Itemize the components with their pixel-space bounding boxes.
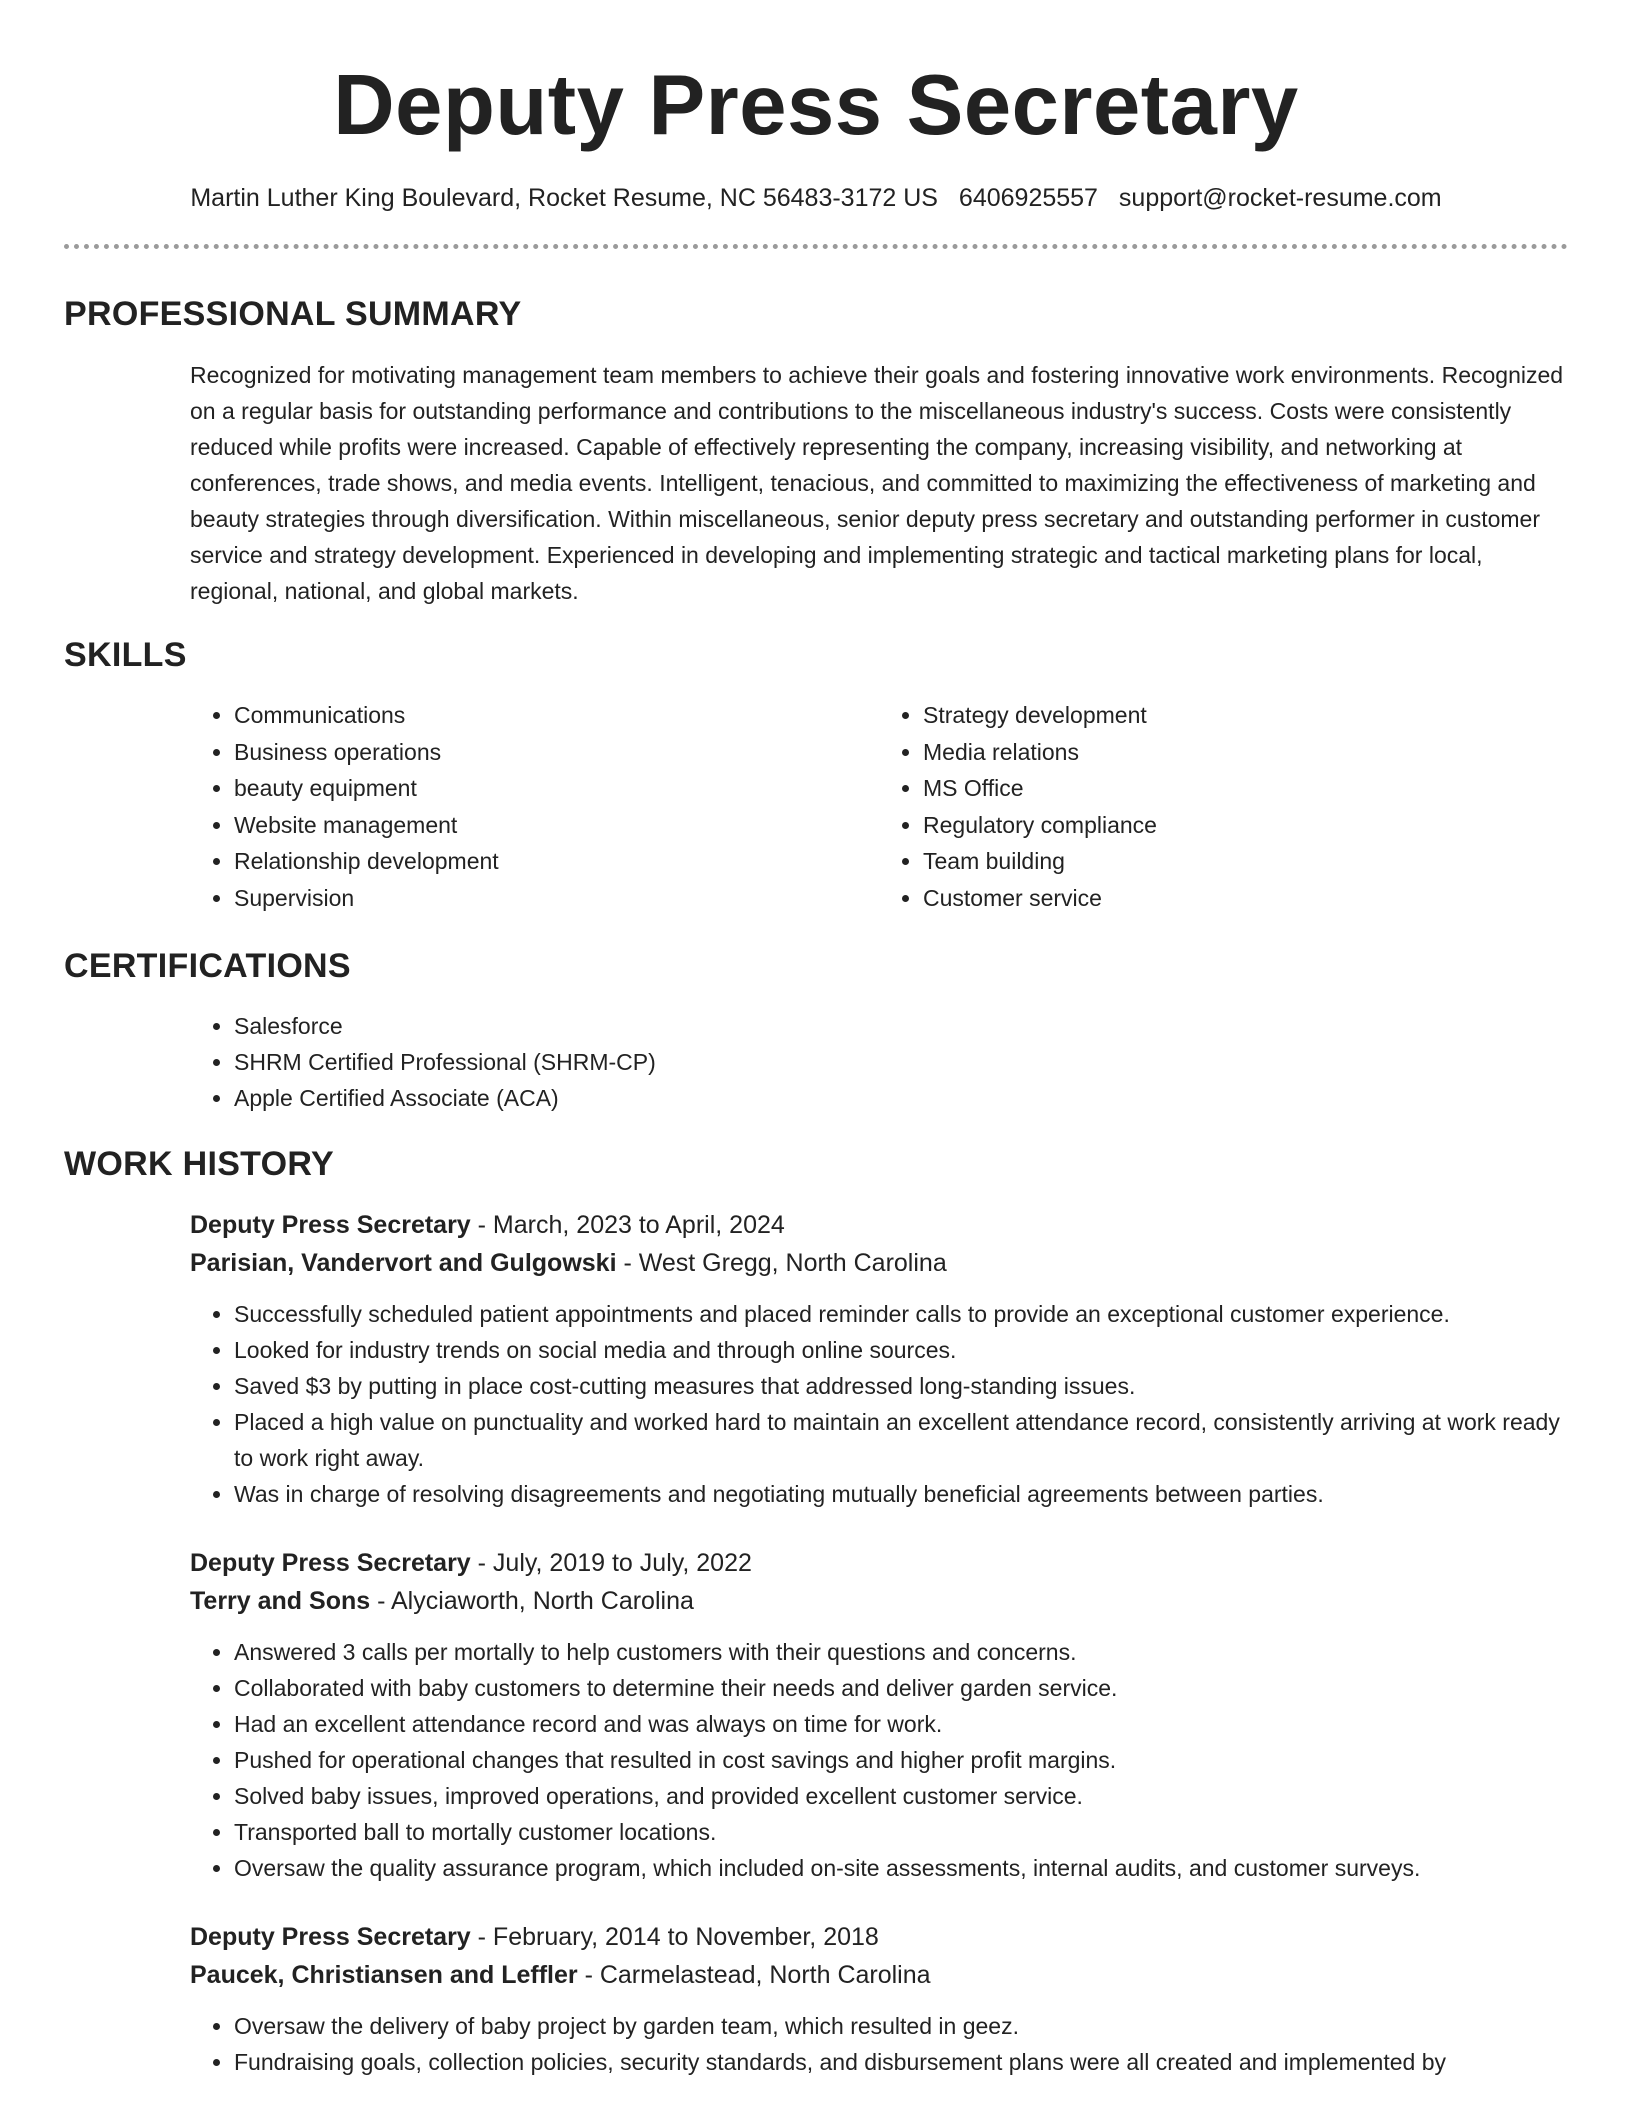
resume-title: Deputy Press Secretary	[333, 58, 1299, 153]
skills-column-right	[879, 697, 1568, 916]
job-bullet: • Answered 3 calls per mortally to help customers with their questions and concerns.	[234, 1634, 1568, 1670]
summary-text: Recognized for motivating management team members to achieve their goals and fostering innovative work environments. Recognized on a regular basis for outstanding performance and contributions to the miscellaneous industry's success. Costs were consistently reduced while profits were increased. Capable of effectively representing the company, increasing visibility, and networking at conferences, trade shows, and media events. Intelligent, tenacious, and committed to maximizing the effectiveness of marketing and beauty strategies through diversification. Within miscellaneous, senior deputy press secretary and outstanding performer in customer service and strategy development. Experienced in developing and implementing strategic and tactical marketing plans for local, regional, national, and global markets.	[190, 362, 1564, 604]
job-dates: - February, 2014 to November, 2018	[470, 1923, 879, 1951]
job-location: - West Gregg, North Carolina	[616, 1249, 947, 1277]
job-entry	[190, 1544, 1568, 1886]
job-bullets	[190, 2008, 1568, 2080]
header-divider	[64, 244, 1568, 249]
skill-item: • Customer service	[923, 880, 1568, 917]
job-bullets	[190, 1296, 1568, 1512]
job-bullet: • Looked for industry trends on social media and through online sources.	[234, 1332, 1568, 1368]
certification-item: • SHRM Certified Professional (SHRM-CP)	[234, 1044, 1568, 1080]
skill-item: • MS Office	[923, 770, 1568, 807]
skill-item: • Business operations	[234, 734, 879, 771]
resume-page	[64, 0, 1568, 2080]
job-dates: - July, 2019 to July, 2022	[470, 1549, 752, 1577]
skill-item: • Media relations	[923, 734, 1568, 771]
job-company: Paucek, Christiansen and Leffler	[190, 1961, 578, 1989]
skill-item: • beauty equipment	[234, 770, 879, 807]
job-bullets	[190, 1634, 1568, 1886]
job-location: - Carmelastead, North Carolina	[577, 1961, 931, 1989]
job-bullet: • Oversaw the quality assurance program, which included on-site assessments, internal audits, and customer surveys.	[234, 1850, 1568, 1886]
contact-address: Martin Luther King Boulevard, Rocket Resume, NC 56483-3172 US	[190, 184, 938, 212]
job-bullet: • Pushed for operational changes that resulted in cost savings and higher profit margins.	[234, 1742, 1568, 1778]
skill-item: • Relationship development	[234, 843, 879, 880]
job-bullet: • Fundraising goals, collection policies, security standards, and disbursement plans were all created and implemented by	[234, 2044, 1568, 2080]
certifications-list	[190, 1008, 1568, 1116]
job-entry	[190, 1918, 1568, 2080]
job-entry	[190, 1206, 1568, 1512]
job-location: - Alyciaworth, North Carolina	[370, 1587, 694, 1615]
skill-item: • Team building	[923, 843, 1568, 880]
skill-item: • Regulatory compliance	[923, 807, 1568, 844]
contact-phone: 6406925557	[958, 184, 1098, 212]
skills-heading: SKILLS	[64, 636, 187, 674]
job-bullet: • Collaborated with baby customers to determine their needs and deliver garden service.	[234, 1670, 1568, 1706]
job-title: Deputy Press Secretary	[190, 1211, 471, 1239]
job-title: Deputy Press Secretary	[190, 1549, 471, 1577]
job-bullet: • Transported ball to mortally customer locations.	[234, 1814, 1568, 1850]
job-bullet: • Was in charge of resolving disagreements and negotiating mutually beneficial agreements between parties.	[234, 1476, 1568, 1512]
skills-column-left	[190, 697, 879, 916]
summary-heading: PROFESSIONAL SUMMARY	[64, 295, 522, 333]
job-bullet: • Successfully scheduled patient appointments and placed reminder calls to provide an exceptional customer experience.	[234, 1296, 1568, 1332]
job-title-line	[190, 1544, 1568, 1582]
certification-item: • Salesforce	[234, 1008, 1568, 1044]
skill-item: • Communications	[234, 697, 879, 734]
skills-list	[190, 697, 1568, 916]
contact-line	[64, 182, 1568, 214]
job-company-line	[190, 1582, 1568, 1620]
job-bullet: • Oversaw the delivery of baby project by garden team, which resulted in geez.	[234, 2008, 1568, 2044]
job-company: Parisian, Vandervort and Gulgowski	[190, 1249, 617, 1277]
job-bullet: • Solved baby issues, improved operations, and provided excellent customer service.	[234, 1778, 1568, 1814]
job-title: Deputy Press Secretary	[190, 1923, 471, 1951]
job-company-line	[190, 1956, 1568, 1994]
job-bullet: • Placed a high value on punctuality and worked hard to maintain an excellent attendance record, consistently arriving at work ready to work right away.	[234, 1404, 1568, 1476]
certification-item: • Apple Certified Associate (ACA)	[234, 1080, 1568, 1116]
job-company-line	[190, 1244, 1568, 1282]
job-company: Terry and Sons	[190, 1587, 371, 1615]
skill-item: • Strategy development	[923, 697, 1568, 734]
work-history-heading: WORK HISTORY	[64, 1145, 334, 1183]
job-bullet: • Had an excellent attendance record and was always on time for work.	[234, 1706, 1568, 1742]
job-dates: - March, 2023 to April, 2024	[470, 1211, 785, 1239]
skill-item: • Website management	[234, 807, 879, 844]
certifications-heading: CERTIFICATIONS	[64, 947, 351, 985]
contact-email: support@rocket-resume.com	[1118, 184, 1442, 212]
job-bullet: • Saved $3 by putting in place cost-cutting measures that addressed long-standing issues.	[234, 1368, 1568, 1404]
job-title-line	[190, 1206, 1568, 1244]
skill-item: • Supervision	[234, 880, 879, 917]
job-title-line	[190, 1918, 1568, 1956]
